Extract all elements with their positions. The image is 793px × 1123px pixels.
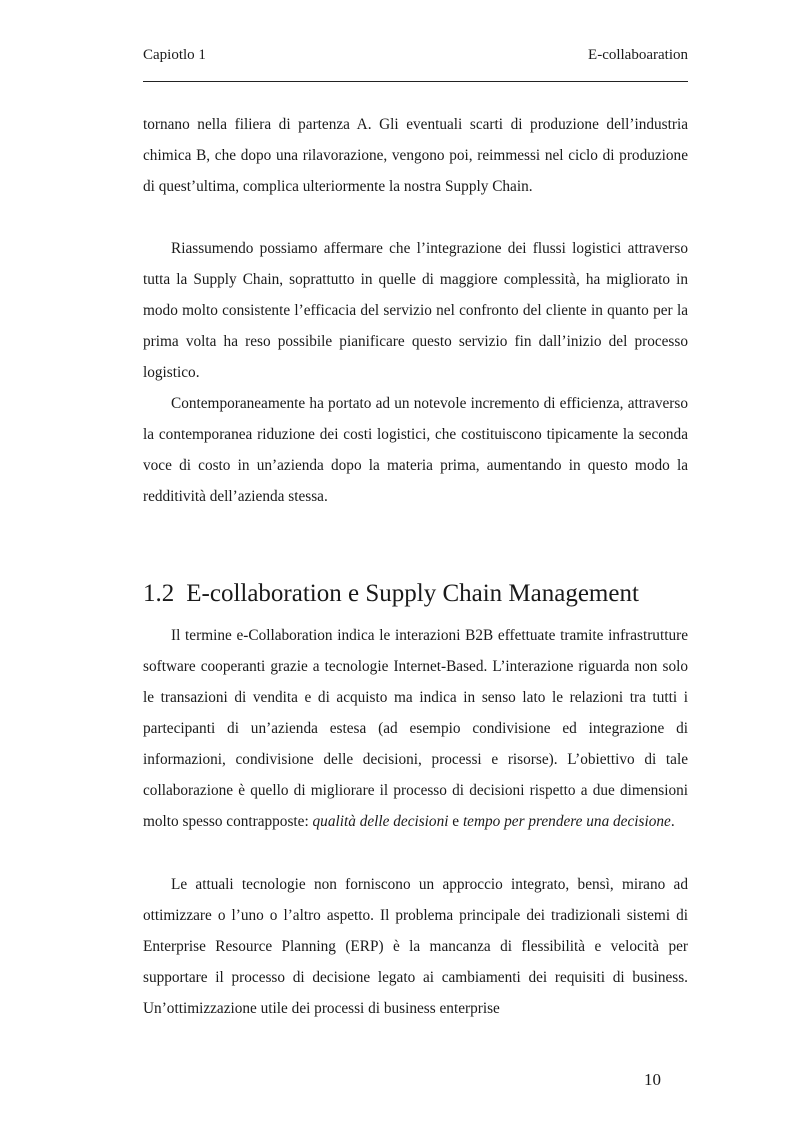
paragraph-end: . — [670, 813, 675, 830]
section-heading — [143, 574, 703, 614]
paragraph-ecollaboration-text: Il termine e-Collaboration indica le interazioni B2B effettuate tramite infrastrutture software cooperanti grazie a tecnologie Internet-Based. L’interazione riguarda non solo le transazioni di vendita e di acquisto ma indica in senso lato le relazioni tra tutti i partecipanti di un’azienda estesa (ad esempio condivisione ed integrazione di informazioni, condivisione delle decisioni, processi e risorse). L’obiettivo di tale collaborazione è quello di migliorare il processo di decisioni rispetto a due dimensioni molto spesso contrapposte: — [143, 627, 688, 830]
emphasis-quality: qualità delle decisioni — [312, 813, 449, 830]
running-header — [143, 47, 688, 69]
section-title: E-collaboration e Supply Chain Management — [186, 580, 639, 607]
page-number: 10 — [644, 1070, 661, 1089]
paragraph-summary: Riassumendo possiamo affermare che l’integrazione dei flussi logistici attraverso tutta la Supply Chain, soprattutto in quelle di maggiore complessità, ha migliorato in modo molto consistente l’efficacia del servizio nel confronto del cliente in quanto per la prima volta ha reso possibile pianificare questo servizio fin dall’inizio del processo logistico. — [143, 240, 688, 381]
section-label: E-collaboaration — [588, 47, 688, 63]
paragraph-join: e — [448, 813, 463, 830]
header-rule — [143, 81, 688, 82]
paragraph-continuation: tornano nella filiera di partenza A. Gli eventuali scarti di produzione dell’industria chimica B, che dopo una rilavorazione, vengono poi, reimmessi nel ciclo di produzione di quest’ultima, complica ulteriormente la nostra Supply Chain. — [143, 116, 688, 195]
paragraph-efficiency: Contemporaneamente ha portato ad un notevole incremento di efficienza, attraverso la contemporanea riduzione dei costi logistici, che costituiscono tipicamente la seconda voce di costo in un’azienda dopo la materia prima, aumentando in questo modo la redditività dell’azienda stessa. — [143, 395, 688, 505]
paragraph-ecollaboration — [143, 620, 688, 837]
chapter-label: Capiotlo 1 — [143, 47, 206, 63]
emphasis-time: tempo per prendere una decisione — [462, 813, 671, 830]
paragraph-technologies: Le attuali tecnologie non forniscono un approccio integrato, bensì, mirano ad ottimizzare o l’uno o l’altro aspetto. Il problema principale dei tradizionali sistemi di Enterprise Resource Planning (ERP) è la mancanza di flessibilità e velocità per supportare il processo di decisione legato ai cambiamenti dei requisiti di business. Un’ottimizzazione utile dei processi di business enterprise — [143, 876, 688, 1017]
section-number: 1.2 — [143, 580, 175, 607]
